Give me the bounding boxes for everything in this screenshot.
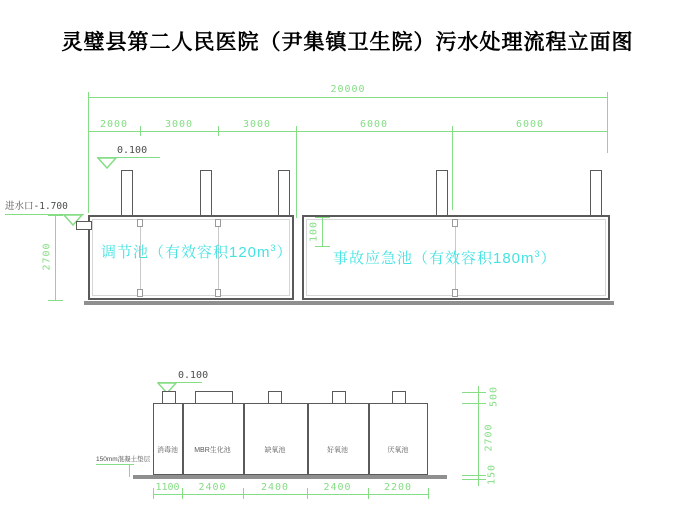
pipe-column: [436, 170, 448, 216]
dim-tick: [462, 479, 486, 480]
divider-joint: [137, 219, 143, 227]
dim-label-bottom: 2200: [383, 482, 413, 493]
dim-label-segment: 3000: [164, 119, 194, 130]
divider-joint: [452, 289, 458, 297]
dim-label-cover-height: 500: [488, 385, 500, 408]
equipment-divider: [307, 404, 309, 475]
dim-line-bottom: [153, 494, 428, 495]
equipment-compartment-label: 厌氧池: [387, 447, 409, 454]
dim-label-segment: 6000: [359, 119, 389, 130]
extension-line: [88, 101, 89, 213]
divider-joint: [215, 289, 221, 297]
tank-label-text: 调节池（有效容积120m: [101, 244, 271, 261]
foundation-slab: [84, 301, 614, 305]
dim-label-slab-height: 150: [486, 463, 498, 486]
base-slab: [133, 475, 447, 479]
tank-label-sup: 3: [270, 243, 277, 253]
dim-line-right: [478, 386, 479, 486]
equipment-compartment-label: 好氧池: [327, 447, 348, 454]
equipment-divider: [182, 404, 184, 475]
extension-line: [452, 126, 453, 210]
pipe-column: [121, 170, 133, 216]
dim-label-total: 20000: [330, 84, 366, 95]
divider-joint: [215, 219, 221, 227]
dim-tick: [462, 403, 486, 404]
tank-label-close: ）: [276, 244, 293, 261]
pipe-column: [200, 170, 212, 216]
dim-label-segment: 2000: [99, 119, 129, 130]
dim-line-segments: [88, 131, 608, 132]
dim-label-freeboard: 100: [308, 220, 320, 243]
extension-line: [296, 126, 297, 218]
equipment-compartment-label: 缺氧池: [264, 447, 286, 454]
tank-label-emergency: [333, 247, 557, 268]
dim-tick: [48, 215, 63, 216]
tank-label-close: ）: [540, 250, 557, 267]
tank-label-sup: 3: [534, 249, 541, 259]
dim-tick: [462, 392, 486, 393]
inlet-pipe-box: [76, 221, 92, 230]
dim-label-bottom: 1100: [155, 482, 180, 493]
dim-label-equipment-depth: 2700: [483, 423, 495, 452]
dim-tick: [428, 488, 429, 499]
dim-label-segment: 6000: [515, 119, 545, 130]
inlet-label: 进水口-1.700: [5, 201, 68, 212]
dim-line-depth: [55, 215, 56, 301]
dim-label-bottom: 2400: [198, 482, 227, 493]
dim-label-bottom: 2400: [260, 482, 290, 493]
tank-label-text: 事故应急池（有效容积180m: [333, 250, 535, 267]
leader-line: [129, 464, 130, 477]
dim-label-depth: 2700: [41, 242, 53, 271]
dim-label-bottom: 2400: [323, 482, 352, 493]
equipment-divider: [243, 404, 245, 475]
pipe-column: [278, 170, 290, 216]
dim-tick: [48, 300, 63, 301]
equipment-compartment-label: 消毒池: [157, 447, 178, 454]
equipment-divider: [368, 404, 370, 475]
dim-tick: [462, 475, 486, 476]
dim-label-segment: 3000: [242, 119, 272, 130]
level-label: 0.100: [117, 145, 148, 156]
dim-line-freeboard: [322, 217, 323, 247]
drawing-title: 灵璧县第二人民医院（尹集镇卫生院）污水处理流程立面图: [61, 30, 634, 54]
dim-line-total: [88, 97, 608, 98]
divider-joint: [452, 219, 458, 227]
divider-joint: [137, 289, 143, 297]
pipe-column: [590, 170, 602, 216]
equipment-body: [153, 403, 428, 475]
tank-label-regulation: [101, 241, 293, 262]
level-triangle-icon: [97, 157, 117, 169]
level-label-lower: 0.100: [178, 370, 209, 381]
base-layer-label: 150mm混凝土垫层: [96, 456, 151, 463]
equipment-compartment-label: MBR生化池: [194, 447, 231, 454]
